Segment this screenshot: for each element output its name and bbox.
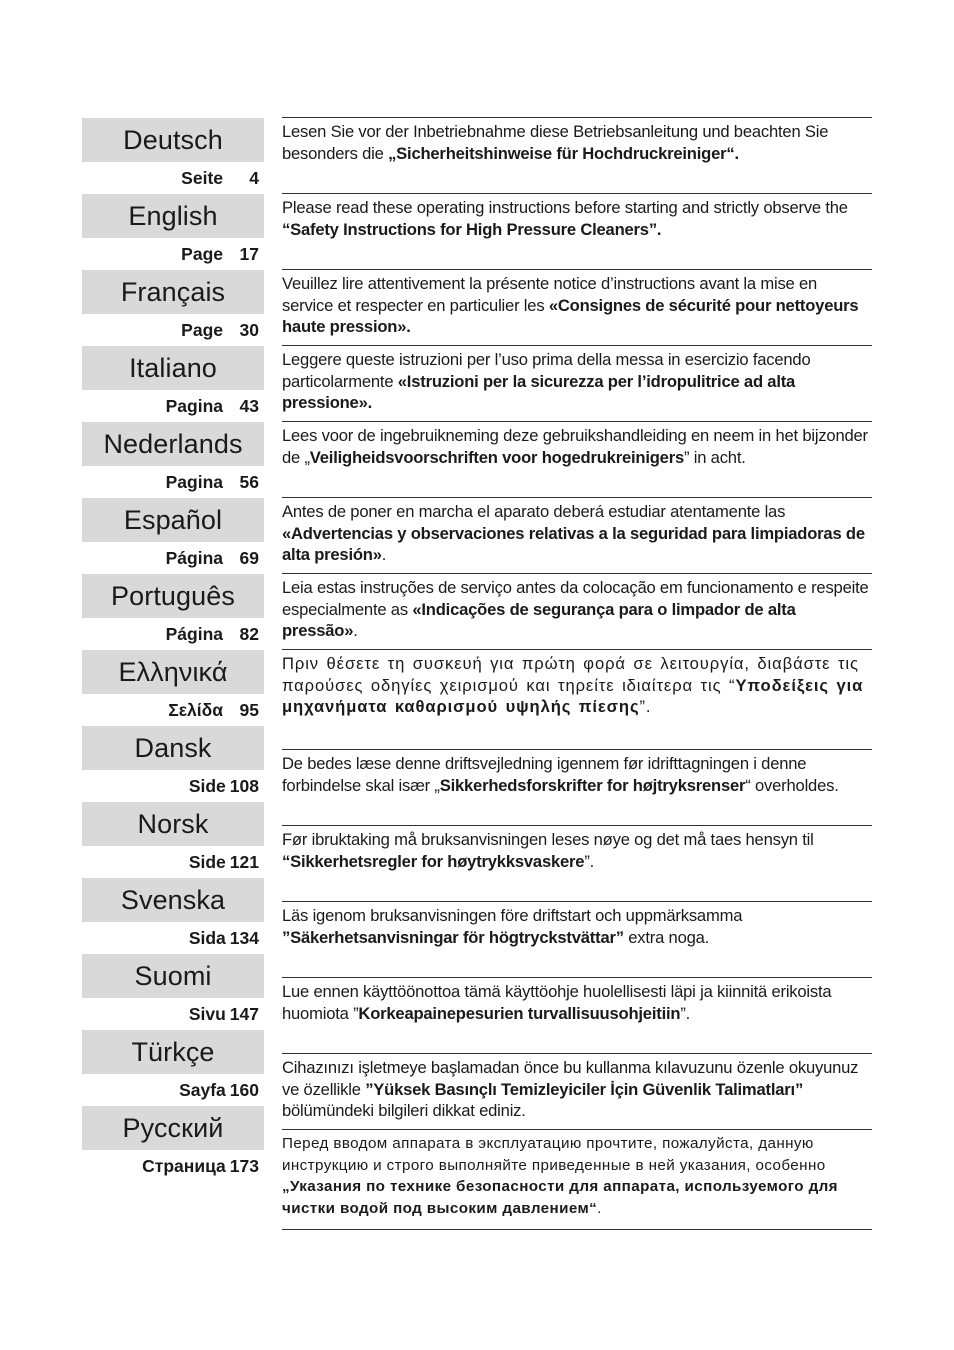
safety-notice-sv — [282, 901, 872, 977]
safety-notice-nl — [282, 421, 872, 497]
language-name: Ελληνικά — [82, 650, 264, 694]
language-name: Русский — [82, 1106, 264, 1150]
notice-text-end: . — [353, 621, 358, 640]
language-name: English — [82, 194, 264, 238]
page-reference — [189, 1004, 259, 1025]
notice-emphasis: “Safety Instructions for High Pressure Cleaners”. — [282, 219, 662, 239]
language-name: Italiano — [82, 346, 264, 390]
notice-text: Πριν θέσετε τη συσκευή για πρώτη φορά σε λειτουργία, διαβάστε τις παρούσες οδηγίες χειρισμού και τηρείτε ιδιαίτερα τις “ — [282, 654, 859, 695]
language-entry-el[interactable] — [82, 650, 264, 726]
notice-emphasis: Υποδείξεις για μηχανήματα καθαρισμού υψηλής πίεσης — [282, 675, 864, 716]
notice-text: Leggere queste istruzioni per l’uso prima della messa in esercizio facendo particolarmente — [282, 350, 811, 391]
page-number: 56 — [239, 472, 259, 492]
page-reference — [166, 624, 259, 645]
page-reference — [166, 472, 259, 493]
notice-emphasis: «Consignes de sécurité pour nettoyeurs haute pression». — [282, 295, 859, 336]
notice-emphasis: Veiligheidsvoorschriften voor hogedrukreinigers — [309, 447, 684, 467]
notice-text: Перед вводом аппарата в эксплуатацию прочтите, пожалуйста, данную инструкцию и строго выполняйте приведенные в ней указания, особенно — [282, 1135, 826, 1174]
safety-notice-no — [282, 825, 872, 901]
page-reference — [166, 548, 259, 569]
language-entry-es[interactable] — [82, 498, 264, 574]
language-entry-pt[interactable] — [82, 574, 264, 650]
notice-list-end-rule — [282, 1229, 872, 1231]
page-reference — [189, 928, 259, 949]
page-word: Sayfa — [179, 1080, 226, 1100]
notice-text-end: . — [597, 1199, 602, 1217]
notice-emphasis: Sikkerhedsforskrifter for højtryksrenser — [439, 775, 746, 795]
page-word: Страница — [142, 1156, 226, 1176]
language-entry-de[interactable] — [82, 118, 264, 194]
page-number: 173 — [229, 1156, 259, 1176]
safety-notice-es — [282, 497, 872, 573]
page-number: 17 — [239, 244, 259, 264]
notice-emphasis: Korkeapainepesurien turvallisuusohjeitiin — [358, 1003, 681, 1023]
page-word: Side — [188, 776, 226, 796]
language-entry-ru[interactable] — [82, 1106, 264, 1182]
notice-emphasis: ”Yüksek Basınçlı Temizleyiciler İçin Güvenlik Talimatları” — [365, 1079, 804, 1099]
page-word: Seite — [181, 168, 223, 188]
page-word: Pagina — [165, 472, 223, 492]
page-reference — [181, 168, 259, 189]
language-name: Deutsch — [82, 118, 264, 162]
page-number: 30 — [239, 320, 259, 340]
page-reference — [181, 244, 259, 265]
page-number: 4 — [249, 168, 259, 188]
page-reference — [189, 776, 259, 797]
language-entry-it[interactable] — [82, 346, 264, 422]
page-reference — [189, 852, 259, 873]
language-name: Español — [82, 498, 264, 542]
page-word: Página — [165, 548, 223, 568]
page-word: Side — [188, 852, 226, 872]
page-word: Σελίδα — [168, 700, 223, 720]
notice-text-end: extra noga. — [623, 927, 710, 947]
page-number: 95 — [239, 700, 259, 720]
notice-text: Cihazınızı işletmeye başlamadan önce bu kullanma kılavuzunu özenle okuyunuz ve özellikle — [282, 1058, 859, 1099]
page-reference — [166, 396, 259, 417]
language-entry-fr[interactable] — [82, 270, 264, 346]
page-reference — [181, 320, 259, 341]
page-number: 121 — [229, 852, 259, 872]
notice-text-end: ”. — [584, 851, 595, 871]
safety-notice-de — [282, 117, 872, 193]
notice-text: De bedes læse denne driftsvejledning igennem før idrifttagningen i denne forbindelse skal især „ — [282, 754, 807, 795]
notice-text: Lue ennen käyttöönottoa tämä käyttöohje huolellisesti läpi ja kiinnitä erikoista huomiota ” — [282, 982, 832, 1023]
language-name: Português — [82, 574, 264, 618]
page-number: 147 — [229, 1004, 259, 1024]
language-entry-da[interactable] — [82, 726, 264, 802]
notice-text-end: “ overholdes. — [745, 775, 839, 795]
page-number: 82 — [239, 624, 259, 644]
notice-text-end: bölümündeki bilgileri dikkat ediniz. — [282, 1101, 526, 1120]
language-entry-nl[interactable] — [82, 422, 264, 498]
language-entry-fi[interactable] — [82, 954, 264, 1030]
notice-text: Läs igenom bruksanvisningen före driftstart och uppmärksamma — [282, 906, 743, 925]
safety-notice-it — [282, 345, 872, 421]
language-name: Suomi — [82, 954, 264, 998]
safety-notice-list — [282, 117, 872, 1231]
page-number: 43 — [239, 396, 259, 416]
page-reference — [168, 700, 259, 721]
page-reference — [179, 1080, 259, 1101]
language-entry-en[interactable] — [82, 194, 264, 270]
notice-text: Lees voor de ingebruikneming deze gebruikshandleiding en neem in het bijzonder de „ — [282, 426, 868, 467]
page-word: Page — [181, 320, 223, 340]
language-name: Türkçe — [82, 1030, 264, 1074]
page-number: 108 — [229, 776, 259, 796]
notice-emphasis: „Sicherheitshinweise für Hochdruckreiniger“. — [388, 143, 739, 163]
language-entry-no[interactable] — [82, 802, 264, 878]
notice-emphasis: «Istruzioni per la sicurezza per l’idropulitrice ad alta pressione». — [282, 371, 796, 412]
safety-notice-ru — [282, 1129, 872, 1229]
page-word: Sida — [188, 928, 226, 948]
language-entry-sv[interactable] — [82, 878, 264, 954]
language-name: Français — [82, 270, 264, 314]
notice-text-end: ”. — [639, 697, 652, 716]
notice-emphasis: «Advertencias y observaciones relativas a la seguridad para limpiadoras de alta presión» — [282, 523, 865, 564]
notice-text: Veuillez lire attentivement la présente notice d’instructions avant la mise en service et respecter en particulier les — [282, 274, 818, 315]
page-number: 69 — [239, 548, 259, 568]
safety-notice-en — [282, 193, 872, 269]
notice-emphasis: „Указания по технике безопасности для аппарата, используемого для чистки водой под высоким давлением“ — [282, 1178, 838, 1217]
page-word: Pagina — [165, 396, 223, 416]
notice-text-end: ” in acht. — [684, 447, 746, 467]
language-name: Dansk — [82, 726, 264, 770]
safety-notice-pt — [282, 573, 872, 649]
language-name: Svenska — [82, 878, 264, 922]
notice-emphasis: ”Säkerhetsanvisningar för högtryckstvättar” — [282, 927, 624, 947]
language-index — [82, 118, 264, 1182]
notice-text: Antes de poner en marcha el aparato deberá estudiar atentamente las — [282, 502, 786, 521]
safety-notice-fi — [282, 977, 872, 1053]
notice-text: Leia estas instruções de serviço antes da colocação em funcionamento e respeite especialmente as — [282, 578, 869, 619]
notice-text: Før ibruktaking må bruksanvisningen leses nøye og det må taes hensyn til — [282, 830, 814, 849]
page-word: Page — [181, 244, 223, 264]
page-number: 160 — [229, 1080, 259, 1100]
language-name: Norsk — [82, 802, 264, 846]
safety-notice-tr — [282, 1053, 872, 1129]
notice-text-end: . — [381, 545, 387, 564]
safety-notice-da — [282, 749, 872, 825]
language-name: Nederlands — [82, 422, 264, 466]
notice-text-end: ”. — [680, 1003, 691, 1023]
page-word: Página — [165, 624, 223, 644]
page-number: 134 — [229, 928, 259, 948]
page-reference — [142, 1156, 259, 1177]
notice-emphasis: “Sikkerhetsregler for høytrykksvaskere — [282, 851, 585, 871]
language-entry-tr[interactable] — [82, 1030, 264, 1106]
notice-emphasis: «Indicações de segurança para o limpador de alta pressão» — [282, 599, 796, 640]
safety-notice-fr — [282, 269, 872, 345]
safety-notice-el — [282, 649, 872, 749]
page-word: Sivu — [188, 1004, 226, 1024]
notice-text: Please read these operating instructions before starting and strictly observe the — [282, 198, 848, 217]
notice-text: Lesen Sie vor der Inbetriebnahme diese Betriebsanleitung und beachten Sie besonders die — [282, 122, 829, 163]
